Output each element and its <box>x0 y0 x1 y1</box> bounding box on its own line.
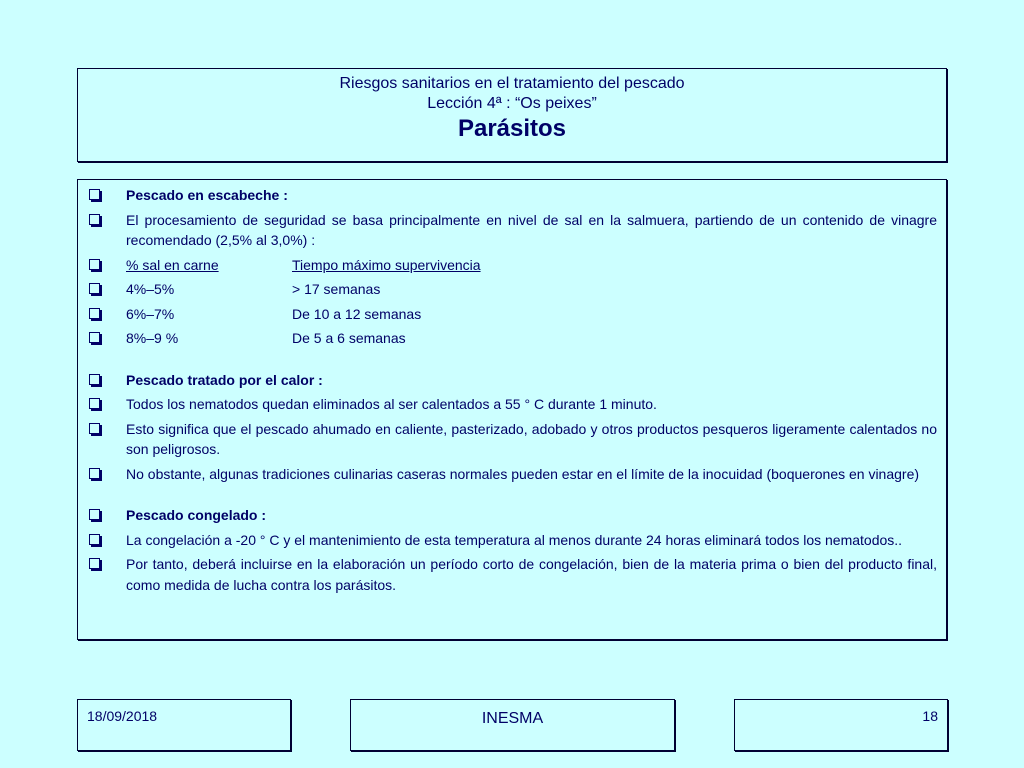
checkbox-bullet-icon <box>89 558 100 569</box>
table-cell-salt: 4%–5% <box>126 281 175 297</box>
checkbox-bullet-icon <box>89 283 100 294</box>
checkbox-bullet-icon <box>89 308 100 319</box>
section-heading-escabeche: Pescado en escabeche : <box>126 187 288 203</box>
congelado-text-1: La congelación a -20 ° C y el mantenimiento de esta temperatura al menos durante 24 horas eliminará todos los nematodos.. <box>126 531 903 548</box>
page-title: Parásitos <box>457 115 567 142</box>
table-row <box>78 304 946 325</box>
subtitle-course: Riesgos sanitarios en el tratamiento del pescado <box>339 75 685 92</box>
table-header-row <box>78 255 946 276</box>
checkbox-bullet-icon <box>89 534 100 545</box>
calor-text-3: No obstante, algunas tradiciones culinarias caseras normales pueden estar en el límite de la inocuidad (boquerones en vinagre) <box>126 465 920 482</box>
table-row <box>78 328 946 349</box>
table-cell-time: De 10 a 12 semanas <box>292 305 422 322</box>
content-box <box>77 179 947 640</box>
section-heading-congelado: Pescado congelado : <box>126 507 267 523</box>
subtitle-lesson: Lección 4ª : “Os peixes” <box>427 95 597 112</box>
checkbox-bullet-icon <box>89 332 100 343</box>
calor-text-2: Esto significa que el pescado ahumado en caliente, pasterizado, adobado y otros productos pesqueros ligeramente calentados no son peligrosos. <box>126 420 937 457</box>
list-item <box>78 394 946 415</box>
checkbox-bullet-icon <box>89 423 100 434</box>
table-cell-time: De 5 a 6 semanas <box>292 330 406 346</box>
list-item <box>78 185 946 206</box>
escabeche-text: El procesamiento de seguridad se basa principalmente en nivel de sal en la salmuera, partiendo de un contenido de vinagre recomendado (2,5% al 3,0%) : <box>126 211 937 248</box>
table-header-salt: % sal en carne <box>126 256 219 273</box>
list-item <box>78 210 946 251</box>
footer-page-number: 18 <box>734 699 948 751</box>
table-cell-time: > 17 semanas <box>292 281 381 297</box>
table-header-time: Tiempo máximo supervivencia <box>292 256 481 273</box>
footer-org: INESMA <box>350 699 675 751</box>
title-box <box>77 68 947 162</box>
checkbox-bullet-icon <box>89 259 100 270</box>
section-heading-calor: Pescado tratado por el calor : <box>126 371 323 388</box>
checkbox-bullet-icon <box>89 189 100 200</box>
list-item <box>78 554 946 595</box>
list-item <box>78 464 946 485</box>
table-row <box>78 279 946 300</box>
checkbox-bullet-icon <box>89 509 100 520</box>
list-item <box>78 530 946 551</box>
footer-date: 18/09/2018 <box>77 699 291 751</box>
congelado-text-2: Por tanto, deberá incluirse en la elaboración un período corto de congelación, bien de la materia prima o bien del producto final, como medida de lucha contra los parásitos. <box>126 556 937 593</box>
table-cell-salt: 6%–7% <box>126 305 175 322</box>
list-item <box>78 419 946 460</box>
checkbox-bullet-icon <box>89 214 100 225</box>
checkbox-bullet-icon <box>89 398 100 409</box>
calor-text-1: Todos los nematodos quedan eliminados al ser calentados a 55 ° C durante 1 minuto. <box>126 396 657 412</box>
checkbox-bullet-icon <box>89 374 100 385</box>
list-item <box>78 370 946 391</box>
list-item <box>78 505 946 526</box>
checkbox-bullet-icon <box>89 468 100 479</box>
table-cell-salt: 8%–9 % <box>126 330 179 346</box>
